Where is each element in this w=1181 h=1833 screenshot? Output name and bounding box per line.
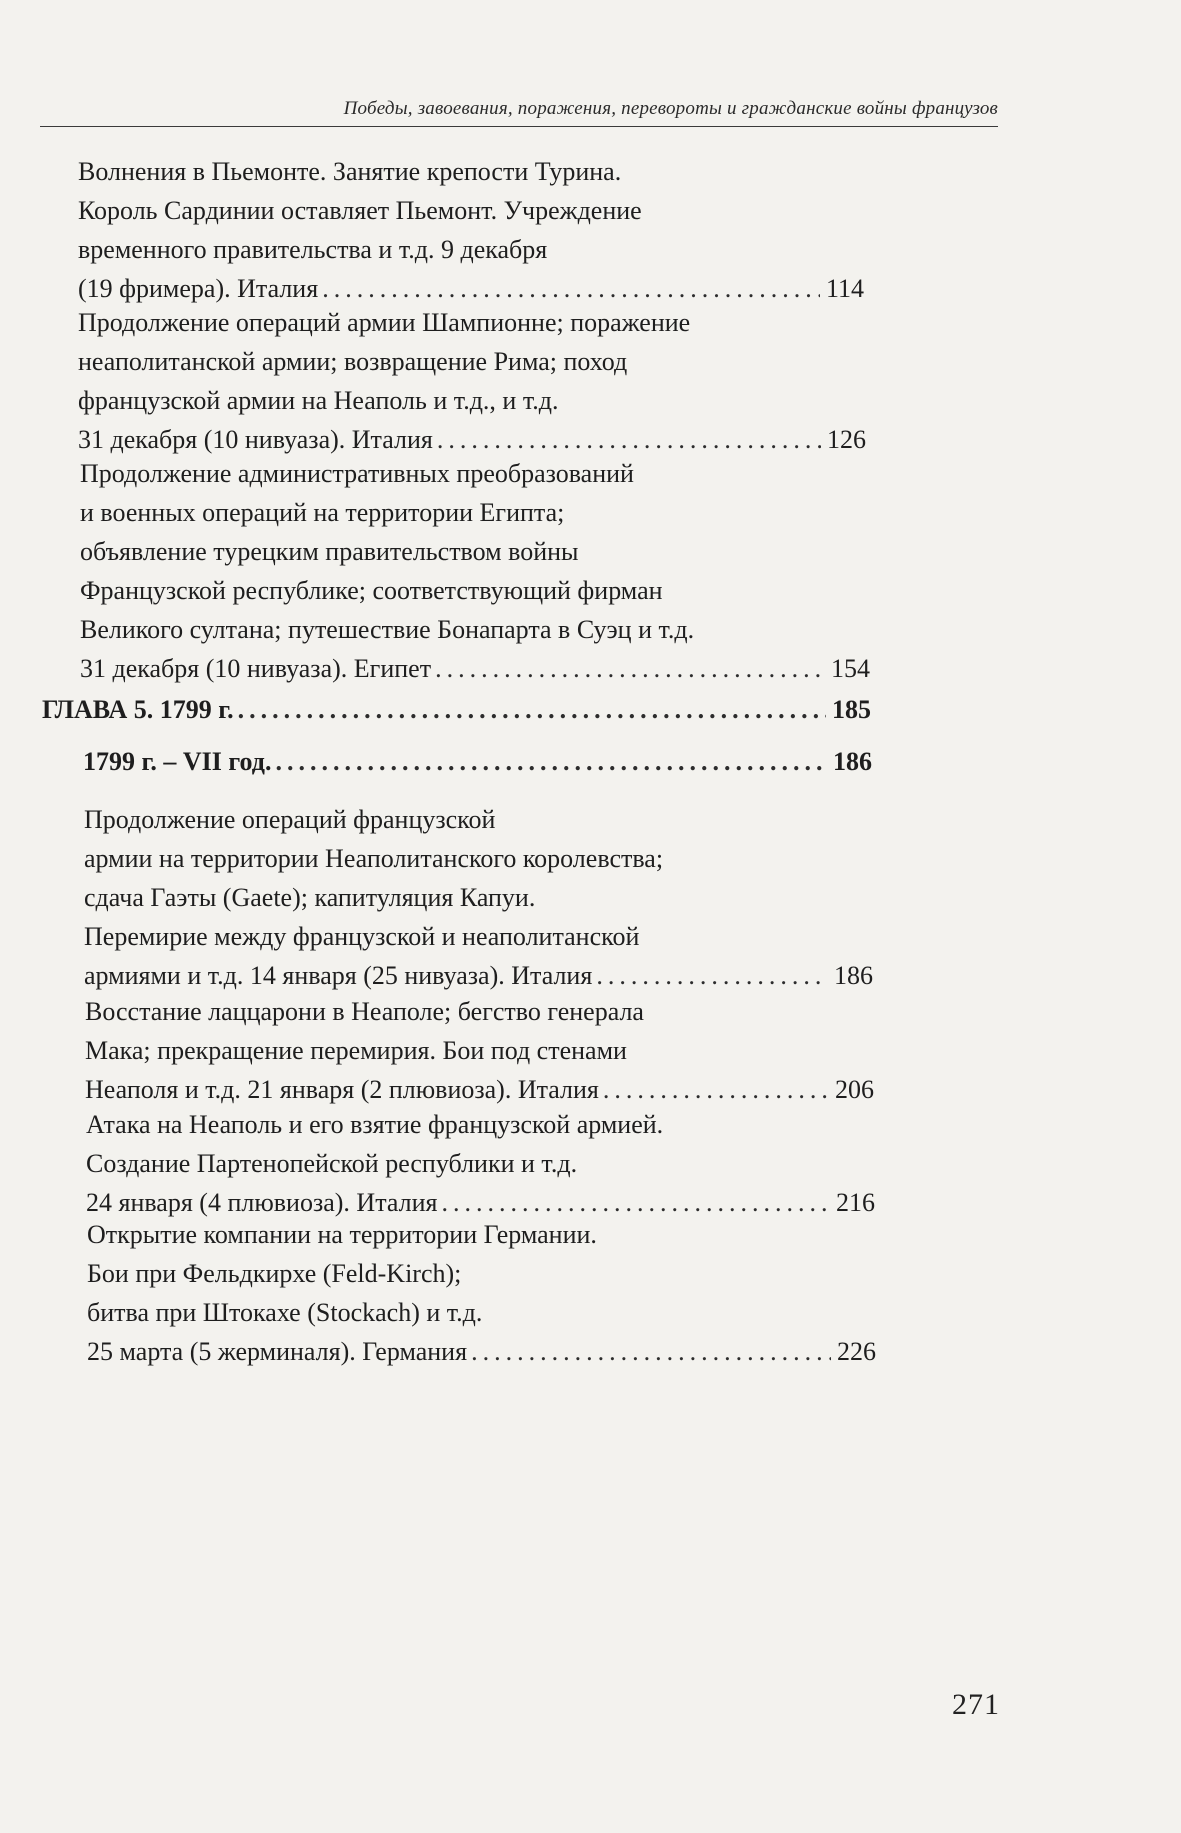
entry-leader-line [87,1332,876,1371]
entry-line: французской армии на Неаполь и т.д., и т.д. [78,386,559,415]
entry-line: Продолжение операций армии Шампионне; поражение [78,308,691,337]
entry-line: Создание Партенопейской республики и т.д. [86,1149,578,1178]
entry-line: Французской республике; соответствующий фирман [80,576,663,605]
entry-page-number: 186 [833,747,872,776]
dot-leader [234,690,826,729]
toc-entry [78,303,866,459]
entry-line: Неаполя и т.д. 21 января (2 плювиоза). Италия [85,1075,599,1104]
entry-line: Перемирие между французской и неаполитанской [84,922,640,951]
dot-leader [431,649,825,688]
entry-line: Восстание лаццарони в Неаполе; бегство генерала [85,997,644,1026]
entry-line: 31 декабря (10 нивуаза). Италия [78,425,433,454]
entry-line: 24 января (4 плювиоза). Италия [86,1188,438,1217]
entry-page-number: 186 [834,961,873,990]
entry-line: объявление турецким правительством войны [80,537,579,566]
entry-line: армии на территории Неаполитанского королевства; [84,844,664,873]
entry-page-number: 185 [832,695,871,724]
entry-page-number: 114 [825,274,864,303]
entry-leader-line [42,690,871,729]
entry-leader-line [85,1070,874,1109]
toc-entry [87,1215,876,1371]
entry-line: Волнения в Пьемонте. Занятие крепости Турина. [78,157,622,186]
page-number: 271 [952,1688,1000,1721]
entry-line: Атака на Неаполь и его взятие французской армией. [86,1110,664,1139]
entry-line: Великого султана; путешествие Бонапарта в Суэц и т.д. [80,615,695,644]
entry-leader-line [83,742,872,781]
toc-entry [85,992,874,1109]
entry-line: армиями и т.д. 14 января (25 нивуаза). Италия [84,961,593,990]
subchapter-title: 1799 г. – VII год. [83,747,272,776]
dot-leader [467,1332,831,1371]
chapter-title: ГЛАВА 5. 1799 г. [42,695,234,724]
entry-line: неаполитанской армии; возвращение Рима; поход [78,347,628,376]
entry-page-number: 206 [835,1075,874,1104]
chapter-heading [42,690,871,729]
entry-line: и военных операций на территории Египта; [80,498,565,527]
entry-line: сдача Гаэты (Gaete); капитуляция Капуи. [84,883,536,912]
entry-line: Бои при Фельдкирхе (Feld-Kirch); [87,1259,462,1288]
entry-line: Мака; прекращение перемирия. Бои под стенами [85,1036,627,1065]
toc-entry [84,800,873,995]
entry-leader-line [84,956,873,995]
dot-leader [271,742,827,781]
entry-line: 25 марта (5 жерминаля). Германия [87,1337,468,1366]
toc-entry [80,454,870,688]
subchapter-heading [83,742,872,781]
toc-entry [86,1105,875,1222]
entry-line: 31 декабря (10 нивуаза). Египет [80,654,432,683]
entry-leader-line [80,649,870,688]
entry-line: (19 фримера). Италия [78,274,319,303]
entry-page-number: 216 [836,1188,875,1217]
entry-line: Продолжение административных преобразований [80,459,634,488]
entry-page-number: 154 [831,654,870,683]
entry-page-number: 126 [827,425,866,454]
toc-entry [78,152,864,308]
dot-leader [599,1070,829,1109]
entry-line: Король Сардинии оставляет Пьемонт. Учреждение [78,196,642,225]
entry-line: Открытие компании на территории Германии. [87,1220,597,1249]
entry-page-number: 226 [837,1337,876,1366]
entry-line: Продолжение операций французской [84,805,496,834]
entry-line: временного правительства и т.д. 9 декабря [78,235,548,264]
dot-leader [592,956,828,995]
entry-line: битва при Штокахе (Stockach) и т.д. [87,1298,483,1327]
running-head: Победы, завоевания, поражения, перевороты и гражданские войны французов [40,98,998,127]
